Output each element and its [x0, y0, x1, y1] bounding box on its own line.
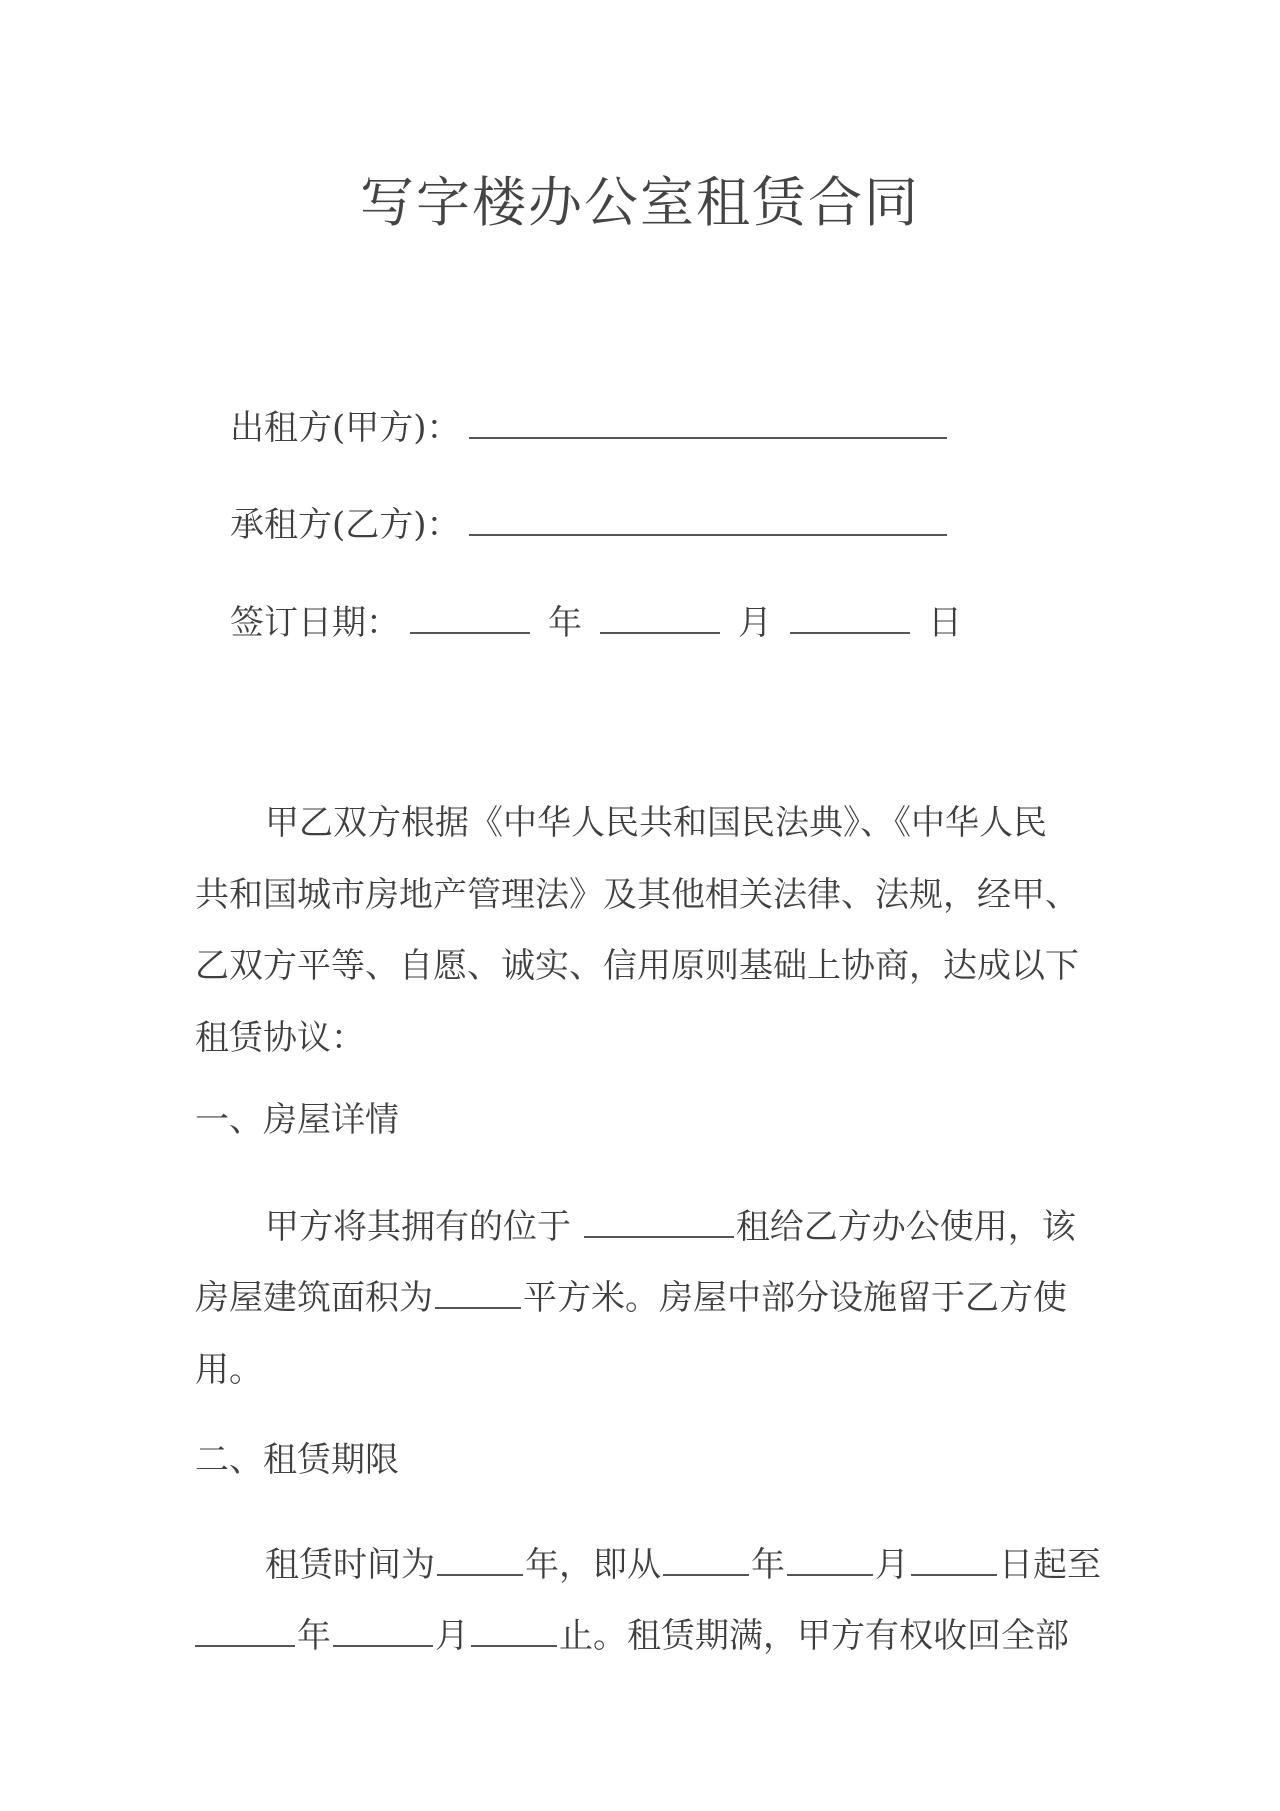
section-1-heading: 一、房屋详情 [195, 1100, 399, 1140]
lease-term-text: 租赁时间为 [265, 1545, 435, 1585]
section-1-text-d: 平方米。房屋中部分设施留于乙方使 [523, 1278, 1067, 1318]
property-location-field[interactable] [584, 1206, 734, 1238]
lessee-label: 承租方(乙方)： [230, 505, 461, 545]
building-area-field[interactable] [435, 1277, 521, 1309]
section-2-heading: 二、租赁期限 [195, 1440, 399, 1480]
sign-month-field[interactable] [600, 602, 720, 634]
lease-from-text: 年，即从 [525, 1545, 661, 1585]
lessor-line [230, 405, 949, 451]
end-year-unit: 年 [297, 1616, 331, 1656]
end-month-field[interactable] [333, 1615, 433, 1647]
start-month-field[interactable] [787, 1544, 873, 1576]
section-1-para-line-2 [195, 1275, 1067, 1321]
start-month-unit: 月 [875, 1545, 909, 1585]
month-unit: 月 [738, 603, 772, 643]
preamble-line-3: 乙双方平等、自愿、诚实、信用原则基础上协商，达成以下 [195, 946, 1079, 986]
day-unit: 日 [928, 603, 962, 643]
end-text: 止。租赁期满，甲方有权收回全部 [559, 1616, 1069, 1656]
end-month-unit: 月 [435, 1616, 469, 1656]
lessee-line [230, 502, 949, 548]
section-1-text-a: 甲方将其拥有的位于 [265, 1207, 582, 1247]
sign-year-field[interactable] [410, 602, 530, 634]
lessor-field[interactable] [469, 407, 947, 439]
section-1-para-line-1 [265, 1204, 1076, 1250]
lessee-field[interactable] [469, 504, 947, 536]
section-2-para-line-1 [265, 1542, 1101, 1588]
sign-day-field[interactable] [790, 602, 910, 634]
preamble-line-1: 甲乙双方根据《中华人民共和国民法典》、《中华人民 [265, 803, 1047, 843]
section-2-para-line-2 [195, 1613, 1069, 1659]
section-1-para-line-3: 用。 [195, 1350, 263, 1390]
lease-years-field[interactable] [437, 1544, 523, 1576]
document-title: 写字楼办公室租赁合同 [360, 171, 920, 234]
end-day-field[interactable] [471, 1615, 557, 1647]
section-1-text-b: 租给乙方办公使用，该 [735, 1207, 1076, 1247]
lessor-label: 出租方(甲方)： [230, 408, 461, 448]
year-unit: 年 [548, 603, 582, 643]
start-year-field[interactable] [663, 1544, 749, 1576]
start-day-unit: 日起至 [999, 1545, 1101, 1585]
start-year-unit: 年 [751, 1545, 785, 1585]
end-year-field[interactable] [195, 1615, 295, 1647]
preamble-line-4: 租赁协议： [195, 1018, 365, 1058]
sign-date-line [230, 600, 962, 646]
start-day-field[interactable] [911, 1544, 997, 1576]
section-1-text-c: 房屋建筑面积为 [195, 1278, 433, 1318]
preamble-line-2: 共和国城市房地产管理法》及其他相关法律、法规，经甲、 [195, 875, 1079, 915]
sign-date-label: 签订日期： [230, 603, 400, 643]
